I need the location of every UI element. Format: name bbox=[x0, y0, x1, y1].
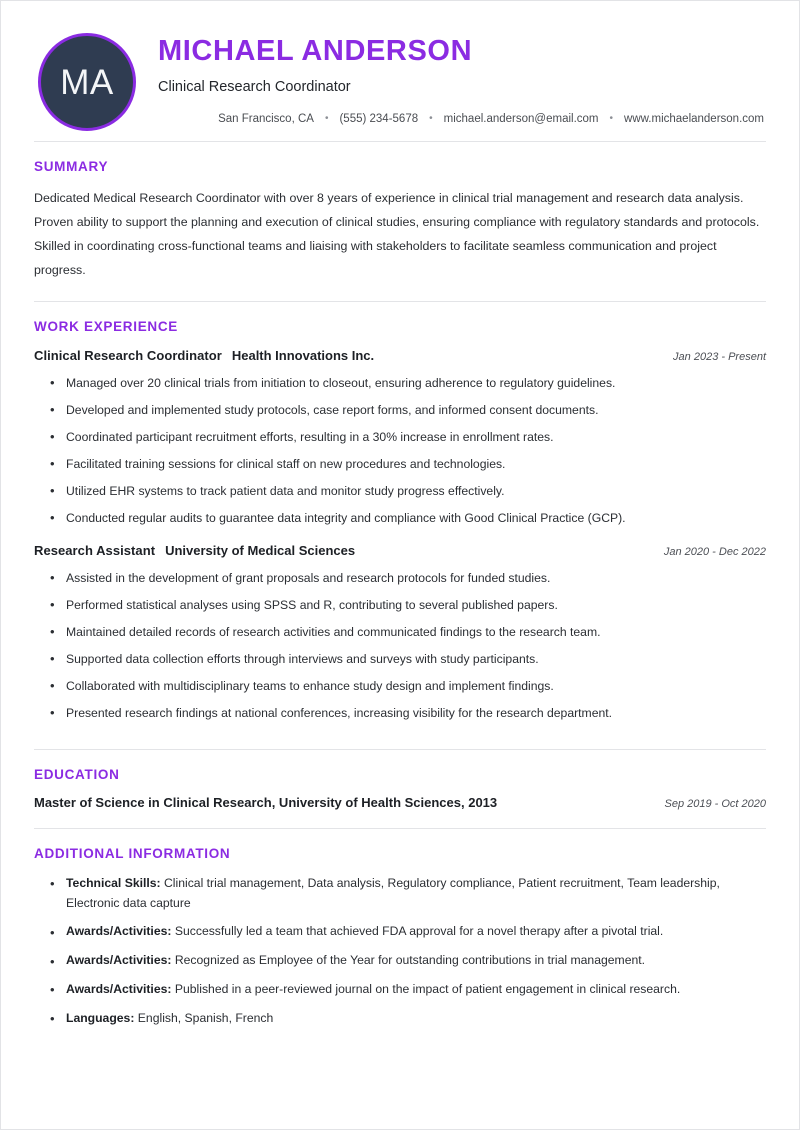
section-additional-information bbox=[34, 829, 766, 1029]
job-bullet: • Presented research findings at national conferences, increasing visibility for the research department. bbox=[50, 704, 766, 723]
job-header bbox=[34, 542, 766, 560]
section-title-summary: SUMMARY bbox=[34, 159, 109, 174]
job-bullet: • Collaborated with multidisciplinary teams to enhance study design and implement findings. bbox=[50, 677, 766, 696]
job-bullet: • Utilized EHR systems to track patient data and monitor study progress effectively. bbox=[50, 482, 766, 501]
additional-info-item bbox=[50, 980, 766, 1000]
additional-info-value: Published in a peer-reviewed journal on the impact of patient engagement in clinical research. bbox=[174, 981, 681, 996]
section-education bbox=[34, 750, 766, 828]
resume-header bbox=[34, 1, 766, 141]
job-bullet: • Assisted in the development of grant proposals and research protocols for funded studies. bbox=[50, 569, 766, 588]
job-dates: Jan 2020 - Dec 2022 bbox=[663, 545, 766, 558]
education-degree: Master of Science in Clinical Research, University of Health Sciences, 2013 bbox=[34, 794, 498, 810]
job-bullet: • Conducted regular audits to guarantee data integrity and compliance with Good Clinical Practice (GCP). bbox=[50, 509, 766, 528]
job-bullet-list bbox=[34, 374, 766, 528]
job-bullet: • Maintained detailed records of research activities and communicated findings to the research team. bbox=[50, 623, 766, 642]
job-bullet-list bbox=[34, 569, 766, 723]
avatar bbox=[38, 33, 136, 131]
section-title-work-experience: WORK EXPERIENCE bbox=[34, 318, 179, 334]
job-role: Clinical Research Coordinator bbox=[34, 347, 222, 363]
contact-website[interactable]: www.michaelanderson.com bbox=[624, 113, 764, 126]
additional-info-item bbox=[50, 922, 766, 942]
job-bullet: • Performed statistical analyses using SPSS and R, contributing to several published papers. bbox=[50, 596, 766, 615]
additional-info-value: Recognized as Employee of the Year for outstanding contributions in trial management. bbox=[174, 953, 646, 968]
job-company: Health Innovations Inc. bbox=[231, 347, 375, 363]
contact-location: San Francisco, CA bbox=[218, 113, 314, 126]
candidate-name: MICHAEL ANDERSON bbox=[158, 35, 473, 67]
section-title-education: EDUCATION bbox=[34, 766, 120, 782]
job-bullet: • Developed and implemented study protocols, case report forms, and informed consent documents. bbox=[50, 401, 766, 420]
job-bullet: • Facilitated training sessions for clinical staff on new procedures and technologies. bbox=[50, 455, 766, 474]
job-entry bbox=[34, 542, 766, 723]
contact-email[interactable]: michael.anderson@email.com bbox=[443, 113, 599, 126]
job-title-line bbox=[34, 542, 355, 560]
additional-info-label: Awards/Activities: bbox=[66, 924, 172, 939]
additional-info-label: Technical Skills: bbox=[66, 875, 161, 890]
section-summary bbox=[34, 142, 766, 301]
job-role: Research Assistant bbox=[34, 542, 156, 558]
additional-info-label: Awards/Activities: bbox=[66, 953, 172, 968]
additional-info-value: Successfully led a team that achieved FDA approval for a novel therapy after a pivotal trial. bbox=[174, 924, 664, 939]
avatar-initials: MA bbox=[60, 62, 114, 102]
additional-info-item bbox=[50, 951, 766, 971]
job-entry bbox=[34, 347, 766, 528]
additional-info-label: Awards/Activities: bbox=[66, 981, 172, 996]
education-entry bbox=[34, 795, 766, 810]
job-company: University of Medical Sciences bbox=[165, 542, 356, 558]
additional-info-label: Languages: bbox=[66, 1010, 135, 1025]
additional-info-item bbox=[50, 1009, 766, 1029]
additional-info-item bbox=[50, 874, 766, 914]
contact-phone: (555) 234-5678 bbox=[339, 113, 419, 126]
candidate-job-title: Clinical Research Coordinator bbox=[158, 79, 351, 96]
additional-info-value: English, Spanish, French bbox=[137, 1010, 274, 1025]
contact-separator-icon: • bbox=[429, 113, 433, 125]
job-bullet: • Coordinated participant recruitment efforts, resulting in a 30% increase in enrollment rates. bbox=[50, 428, 766, 447]
job-bullet: • Supported data collection efforts through interviews and surveys with study participants. bbox=[50, 650, 766, 669]
job-title-line bbox=[34, 347, 374, 365]
contact-separator-icon: • bbox=[324, 113, 329, 125]
additional-info-list bbox=[34, 874, 766, 1029]
contact-separator-icon: • bbox=[609, 113, 614, 125]
summary-paragraph: Dedicated Medical Research Coordinator with over 8 years of experience in clinical trial management and research data analysis. Proven ability to support the planning and execution of clinical studies, ensuring compliance with regulatory standards and protocols. Skilled in coordinating cross-functional teams and liaising with stakeholders to facilitate seamless communication and project progress. bbox=[34, 191, 760, 277]
section-work-experience bbox=[34, 302, 766, 749]
section-title-additional-information: ADDITIONAL INFORMATION bbox=[34, 845, 231, 861]
header-text-block bbox=[136, 29, 766, 125]
education-dates: Sep 2019 - Oct 2020 bbox=[664, 797, 766, 810]
job-header bbox=[34, 347, 766, 365]
additional-info-value: Clinical trial management, Data analysis, Regulatory compliance, Patient recruitment, Team leadership, Electronic data capture bbox=[66, 875, 720, 910]
job-dates: Jan 2023 - Present bbox=[673, 350, 766, 363]
job-bullet: • Managed over 20 clinical trials from initiation to closeout, ensuring adherence to regulatory guidelines. bbox=[50, 374, 766, 393]
contact-line bbox=[158, 113, 766, 125]
